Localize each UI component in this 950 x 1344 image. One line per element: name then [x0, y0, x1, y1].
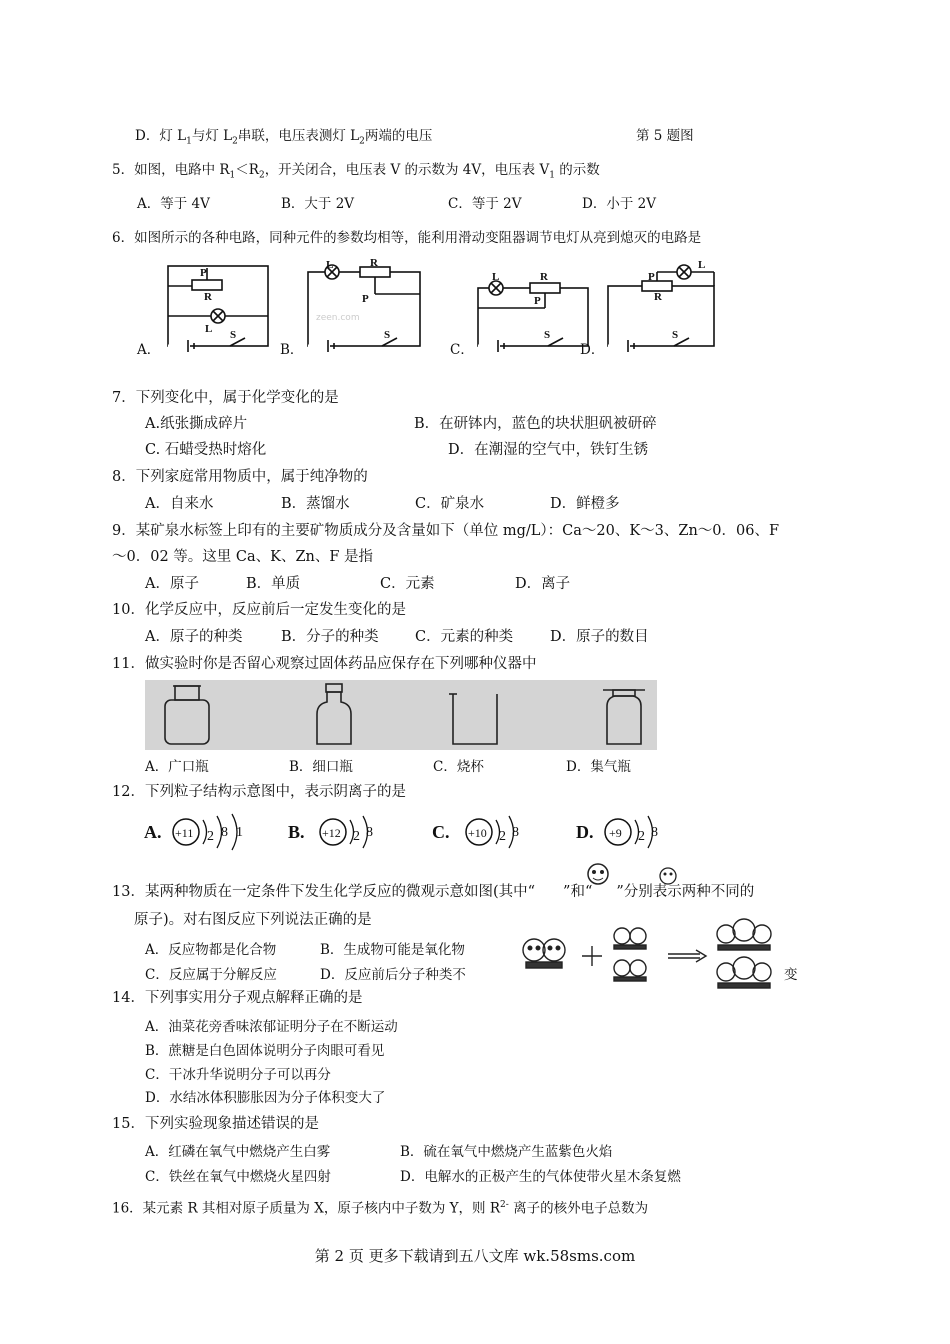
q10-stem: 10．化学反应中，反应前后一定发生变化的是: [112, 602, 406, 618]
q9-option-b: B．单质: [246, 576, 301, 592]
label-s-c: S: [544, 329, 551, 341]
q7-option-c: C. 石蜡受热时熔化: [145, 442, 267, 458]
q4-sub3: 2: [359, 136, 365, 147]
q6-circuit-figures: [130, 258, 730, 363]
label-l-c: L: [492, 271, 500, 283]
q14-option-c: C．干冰升华说明分子可以再分: [145, 1067, 331, 1083]
q12-nucleus-a: +11: [175, 826, 194, 840]
q12-shell-c2: 8: [512, 825, 519, 840]
q12-stem: 12．下列粒子结构示意图中，表示阴离子的是: [112, 784, 406, 800]
circuit-b: [308, 265, 420, 352]
label-p-b: P: [362, 293, 369, 305]
plus-sign-icon: [582, 946, 602, 966]
q16-charge: 2-: [500, 1200, 509, 1210]
q12-label-b: B.: [288, 822, 305, 842]
q16-stem: [112, 1195, 648, 1219]
q12-atom-diagrams: [140, 812, 700, 856]
q7-stem: 7．下列变化中，属于化学变化的是: [112, 390, 339, 406]
q13-stem-a: 13．某两种物质在一定条件下发生化学反应的微观示意如图(其中“: [112, 884, 536, 900]
q6-label-c: C．: [450, 342, 474, 358]
q4-optd-text1: D．灯 L: [135, 128, 187, 144]
q5-stem-d: 的示数: [554, 162, 600, 178]
q5-figure-caption: 第 5 题图: [636, 128, 694, 144]
q11-option-b: B．细口瓶: [289, 759, 353, 775]
q13-option-c: C．反应属于分解反应: [145, 967, 277, 983]
q14-option-d: D．水结冰体积膨胀因为分子体积变大了: [145, 1090, 386, 1106]
q7-option-b: B．在研钵内，蓝色的块状胆矾被研碎: [414, 416, 657, 432]
q10-option-d: D．原子的数目: [550, 629, 649, 645]
label-s-a: S: [230, 329, 237, 341]
label-r-b: R: [370, 258, 378, 269]
circuit-d: [608, 265, 714, 352]
label-r-c: R: [540, 271, 548, 283]
q12-shell-b1: 2: [353, 829, 360, 844]
q13-atom-legend-icons: [584, 860, 624, 900]
q4-option-d: [135, 126, 432, 152]
reactant-molecule-2: [614, 928, 646, 981]
q5-sub2: 2: [258, 170, 265, 181]
q6-label-a: A．: [137, 342, 161, 358]
product-molecules: [717, 919, 771, 988]
q9-stem-line1: 9．某矿泉水标签上印有的主要矿物质成分及含量如下（单位 mg/L）：Ca～20、K～3、Zn～0．06、F: [112, 523, 780, 539]
q12-nucleus-b: +12: [322, 826, 341, 840]
watermark: zeen.com: [316, 313, 360, 323]
label-s-d: S: [672, 329, 679, 341]
q11-option-a: A．广口瓶: [145, 759, 209, 775]
q8-option-b: B．蒸馏水: [281, 496, 350, 512]
q5-option-b: B．大于 2V: [281, 196, 355, 212]
q12-shell-a2: 8: [221, 825, 228, 840]
q12-label-d: D.: [576, 822, 594, 842]
q13-stem-c: ”分别表示两种不同的: [616, 884, 755, 900]
q15-option-a: A．红磷在氧气中燃烧产生白雾: [145, 1144, 331, 1160]
q8-stem: 8．下列家庭常用物质中，属于纯净物的: [112, 469, 368, 485]
q12-shell-a1: 2: [207, 829, 214, 844]
circuit-c: [478, 281, 588, 352]
q15-option-c: C．铁丝在氧气中燃烧火星四射: [145, 1169, 331, 1185]
q5-sub1: 1: [229, 170, 236, 181]
q11-apparatus-image: [145, 680, 657, 750]
q9-stem-line2: ～0．02 等。这里 Ca、K、Zn、F 是指: [112, 549, 374, 565]
label-p-c: P: [534, 295, 541, 307]
page-footer: 第 2 页 更多下载请到五八文库 wk.58sms.com: [314, 1247, 636, 1265]
label-r-d: R: [654, 291, 662, 303]
q13-atom-legend-icon-2: [656, 864, 686, 894]
reactant-molecule-1: [523, 939, 565, 968]
q8-option-a: A．自来水: [145, 496, 214, 512]
q4-optd-text4: 两端的电压: [364, 128, 433, 144]
q12-label-c: C.: [432, 822, 450, 842]
label-l-d: L: [698, 259, 706, 271]
q5-stem: [112, 160, 600, 186]
label-l-a: L: [205, 323, 213, 335]
q4-sub1: 1: [186, 136, 192, 147]
q13-option-d: D．反应前后分子种类不: [320, 967, 466, 983]
circuit-a: [168, 266, 268, 352]
q10-option-c: C．元素的种类: [415, 629, 514, 645]
q13-option-a: A．反应物都是化合物: [145, 942, 277, 958]
q16-stem-a: 16．某元素 R 其相对原子质量为 X，原子核内中子数为 Y，则 R: [112, 1200, 500, 1217]
q10-option-a: A．原子的种类: [145, 629, 243, 645]
q12-label-a: A.: [144, 822, 162, 842]
q5-sub3: 1: [549, 170, 555, 181]
q11-option-c: C．烧杯: [433, 759, 484, 775]
q13-stem-line2: 原子)。对右图反应下列说法正确的是: [134, 912, 372, 928]
q8-option-d: D．鲜橙多: [550, 496, 620, 512]
q16-stem-b: 离子的核外电子总数为: [508, 1200, 649, 1217]
q5-option-a: A．等于 4V: [137, 196, 210, 212]
q12-shell-d2: 8: [651, 825, 658, 840]
q14-option-a: A．油菜花旁香味浓郁证明分子在不断运动: [145, 1019, 398, 1035]
q14-option-b: B．蔗糖是白色固体说明分子肉眼可看见: [145, 1043, 385, 1059]
q6-label-d: D．: [580, 342, 605, 358]
q6-stem: 6．如图所示的各种电路，同种元件的参数均相等，能利用滑动变阻器调节电灯从亮到熄灭的电路是: [112, 230, 702, 246]
q12-nucleus-d: +9: [609, 826, 622, 840]
q7-option-d: D．在潮湿的空气中，铁钉生锈: [448, 442, 649, 458]
label-l-b: L: [326, 259, 334, 271]
q6-label-b: B．: [280, 342, 304, 358]
q12-shell-a3: 1: [236, 825, 243, 840]
q4-optd-text3: 串联，电压表测灯 L: [237, 128, 360, 144]
q13-stem-b: ”和“: [563, 884, 593, 900]
q15-stem: 15．下列实验现象描述错误的是: [112, 1116, 319, 1132]
q4-sub2: 2: [232, 136, 238, 147]
q12-shell-b2: 8: [366, 825, 373, 840]
q13-reaction-diagram: [520, 918, 780, 998]
label-s-b: S: [384, 329, 391, 341]
q15-option-d: D．电解水的正极产生的气体使带火星木条复燃: [400, 1169, 681, 1185]
q14-stem: 14．下列事实用分子观点解释正确的是: [112, 990, 363, 1006]
q5-stem-a: 5．如图，电路中 R: [112, 162, 230, 178]
q12-shell-c1: 2: [499, 829, 506, 844]
q9-option-a: A．原子: [145, 576, 199, 592]
q10-option-b: B．分子的种类: [281, 629, 379, 645]
q15-option-b: B．硫在氧气中燃烧产生蓝紫色火焰: [400, 1144, 613, 1160]
q4-optd-text2: 与灯 L: [191, 128, 233, 144]
q11-stem: 11．做实验时你是否留心观察过固体药品应保存在下列哪种仪器中: [112, 656, 537, 672]
q9-option-d: D．离子: [515, 576, 571, 592]
label-p-a: P: [200, 267, 207, 279]
q5-stem-b: ＜R: [235, 162, 259, 178]
q13-overflow-word: 变: [784, 967, 798, 983]
q12-nucleus-c: +10: [468, 826, 487, 840]
arrow-icon: [668, 950, 706, 962]
q7-option-a: A.纸张撕成碎片: [145, 416, 248, 432]
q5-option-d: D．小于 2V: [582, 196, 656, 212]
q9-option-c: C．元素: [380, 576, 435, 592]
q12-shell-d1: 2: [638, 829, 645, 844]
q8-option-c: C．矿泉水: [415, 496, 485, 512]
q5-stem-c: ，开关闭合，电压表 V 的示数为 4V，电压表 V: [264, 162, 550, 178]
label-r-a: R: [204, 291, 212, 303]
q13-option-b: B．生成物可能是氧化物: [320, 942, 465, 958]
q5-option-c: C．等于 2V: [448, 196, 522, 212]
label-p-d: P: [648, 271, 655, 283]
q11-option-d: D．集气瓶: [566, 759, 631, 775]
